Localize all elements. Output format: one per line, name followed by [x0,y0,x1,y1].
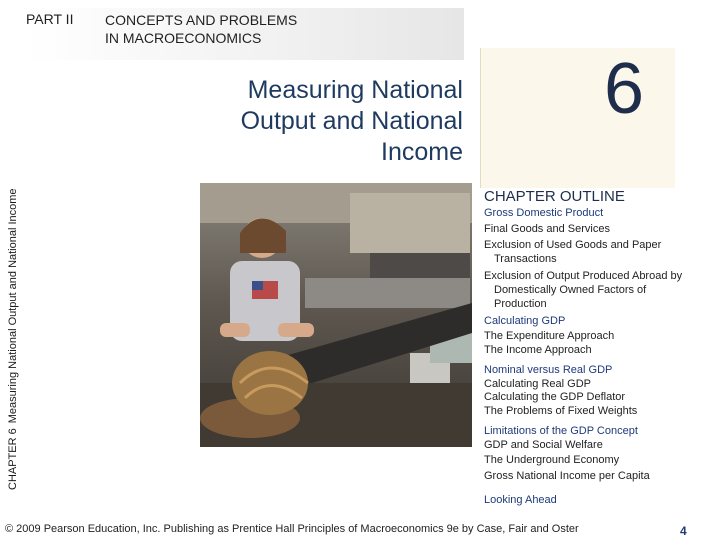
outline-item: Calculating GDP [484,315,566,327]
outline-item: The Underground Economy [484,454,620,466]
side-chapter-label [7,30,19,490]
part-label: PART II [26,11,74,27]
outline-item: Domestically Owned Factors of [494,284,647,296]
outline-item: Transactions [494,253,557,265]
outline-item: Exclusion of Used Goods and Paper [484,239,662,251]
outline-item: Gross National Income per Capita [484,470,650,482]
outline-item: GDP and Social Welfare [484,439,603,451]
worker-photo-illustration [200,183,472,447]
chapter-title-line-2: Output and National [240,107,463,135]
footer-book: Principles of Macroeconomics 9e by Case, Fair and Oster [297,523,579,535]
side-chapter-title: Measuring National Output and National Income [7,188,19,424]
side-chapter-number: CHAPTER 6 [7,428,19,490]
outline-item: Calculating Real GDP [484,378,591,390]
part-title-line-1: CONCEPTS AND PROBLEMS [105,12,298,28]
page-number: 4 [680,524,687,538]
chapter-title-line-1: Measuring National [247,76,463,104]
outline-item: The Problems of Fixed Weights [484,405,638,417]
outline-title: CHAPTER OUTLINE [484,188,625,205]
outline-item: Exclusion of Output Produced Abroad by [484,270,683,282]
outline-item: The Expenditure Approach [484,330,615,342]
outline-item: Nominal versus Real GDP [484,364,613,376]
outline-item: The Income Approach [484,344,592,356]
outline-item: Calculating the GDP Deflator [484,391,626,403]
outline-item: Looking Ahead [484,494,557,506]
outline-item: Limitations of the GDP Concept [484,425,638,437]
outline-item: Final Goods and Services [484,223,610,235]
chapter-title-line-3: Income [381,138,463,166]
part-title [105,11,297,47]
footer [5,523,579,535]
chapter-title [163,75,463,168]
footer-copyright: © 2009 Pearson Education, Inc. Publishing as Prentice Hall [5,523,295,535]
chapter-number: 6 [604,49,645,129]
part-title-line-2: IN MACROECONOMICS [105,30,262,46]
outline-item: Production [494,298,547,310]
chapter-number-panel [480,48,675,188]
chapter-photo [200,183,472,447]
outline-item: Gross Domestic Product [484,207,604,219]
